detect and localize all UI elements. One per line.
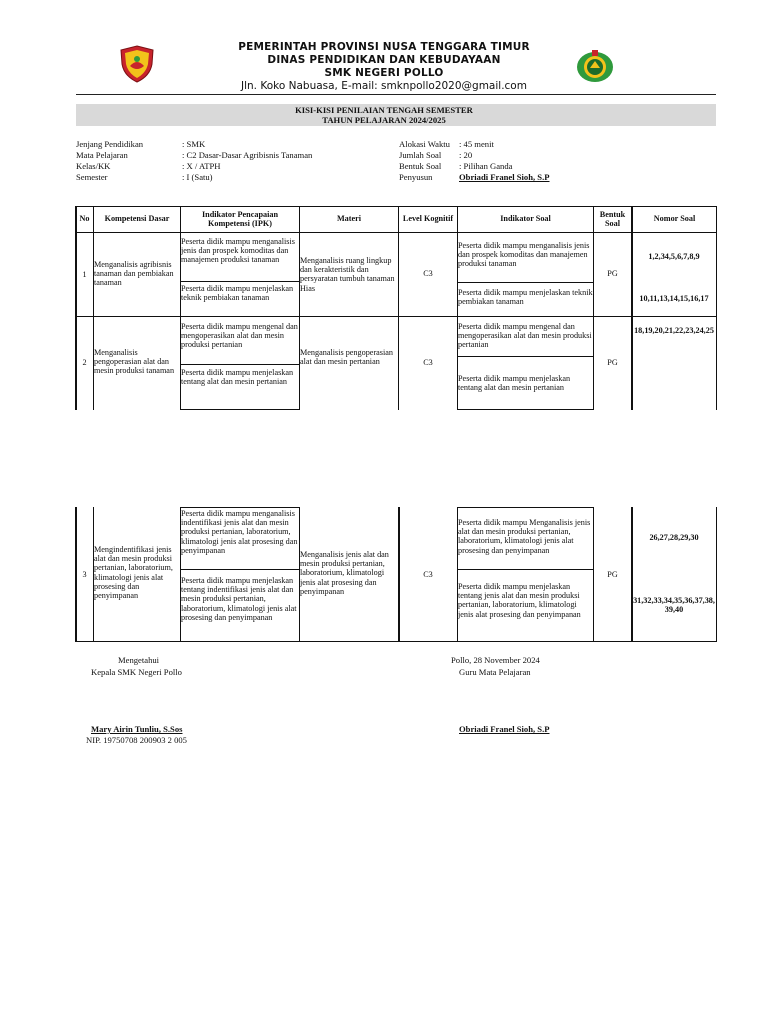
- row-no: 1: [82, 270, 87, 279]
- signature-left-title: Kepala SMK Negeri Pollo: [91, 667, 182, 677]
- info-value: : 45 menit: [459, 139, 494, 149]
- info-label: Alokasi Waktu: [399, 139, 450, 149]
- teacher-name: Obriadi Franel Sioh, S.P: [459, 724, 550, 734]
- letterhead-divider: [76, 94, 716, 95]
- header-cell: Bentuk Soal: [599, 210, 626, 229]
- header-cell: Indikator Soal: [500, 214, 551, 223]
- nomor-soal: 26,27,28,29,30: [649, 533, 699, 542]
- info-label: Jumlah Soal: [399, 150, 442, 160]
- ipk-text: Peserta didik mampu mengenal dan mengoperasikan alat dan mesin produksi pertanian: [181, 322, 298, 350]
- bentuk-soal: PG: [607, 358, 618, 367]
- materi-text: Menganalisis jenis alat dan mesin produksi pertanian, laboratorium, klimatologi jenis alat prosesing dan penyimpanan: [300, 550, 389, 596]
- row-no: 2: [82, 358, 87, 367]
- header-cell: No: [79, 214, 90, 223]
- doc-title-line-1: KISI-KISI PENILAIAN TENGAH SEMESTER: [295, 105, 473, 115]
- indikator-soal-text: Peserta didik mampu Menganalisis jenis alat dan mesin produksi pertanian, laboratorium, klimatologi jenis alat prosesing dan penyimpanan: [458, 518, 591, 555]
- level-kognitif: C3: [423, 358, 433, 367]
- kompetensi-dasar: Mengindentifikasi jenis alat dan mesin produksi pertanian, laboratorium, klimatologi jenis alat prosesing dan penyimpanan: [94, 545, 173, 601]
- info-label: Bentuk Soal: [399, 161, 442, 171]
- nomor-soal: 31,32,33,34,35,36,37,38,39,40: [633, 596, 715, 615]
- letterhead-line-1: PEMERINTAH PROVINSI NUSA TENGGARA TIMUR: [238, 41, 530, 53]
- materi-text: Menganalisis pengoperasian alat dan mesin pertanian: [300, 348, 393, 367]
- signature-right-title: Guru Mata Pelajaran: [459, 667, 531, 677]
- row-no: 3: [82, 570, 87, 579]
- kompetensi-dasar: Menganalisis agribisnis tanaman dan pembiakan tanaman: [94, 260, 174, 288]
- info-value: : I (Satu): [182, 172, 213, 182]
- info-value: : C2 Dasar-Dasar Agribisnis Tanaman: [182, 150, 313, 160]
- indikator-soal-text: Peserta didik mampu menjelaskan teknik pembiakan tanaman: [458, 288, 593, 307]
- level-kognitif: C3: [423, 269, 433, 278]
- header-cell: Nomor Soal: [653, 214, 696, 223]
- info-label: Jenjang Pendidikan: [76, 139, 144, 149]
- principal-nip: NIP. 19750708 200903 2 005: [86, 735, 187, 745]
- indikator-soal-text: Peserta didik mampu menganalisis jenis dan prospek komoditas dan manajemen produksi tanaman: [458, 241, 590, 269]
- principal-name: Mary Airin Tunliu, S.Sos: [91, 724, 183, 734]
- nomor-soal: 10,11,13,14,15,16,17: [639, 294, 709, 303]
- header-cell: Level Kognitif: [402, 214, 454, 223]
- kompetensi-dasar: Menganalisis pengoperasian alat dan mesin produksi tanaman: [94, 348, 175, 376]
- signature-date: Pollo, 28 November 2024: [451, 655, 540, 665]
- info-value: : 20: [459, 150, 473, 160]
- info-value: : SMK: [182, 139, 206, 149]
- letterhead-line-3: SMK NEGERI POLLO: [324, 67, 444, 79]
- letterhead-line-2: DINAS PENDIDIKAN DAN KEBUDAYAAN: [267, 54, 501, 66]
- author-name: Obriadi Franel Sioh, S.P: [459, 172, 550, 182]
- indikator-soal-text: Peserta didik mampu mengenal dan mengoperasikan alat dan mesin produksi pertanian: [458, 322, 592, 350]
- ipk-text: Peserta didik mampu menganalisis indentifikasi jenis alat dan mesin produksi pertanian, laboratorium, klimatologi jenis alat prosesing dan penyimpanan: [181, 509, 298, 555]
- nomor-soal: 18,19,20,21,22,23,24,25: [634, 326, 714, 335]
- info-label: Kelas/KK: [76, 161, 111, 171]
- ipk-text: Peserta didik mampu menjelaskan teknik pembiakan tanaman: [181, 284, 294, 303]
- signature-left-caption: Mengetahui: [118, 655, 160, 665]
- letterhead-address: Jln. Koko Nabuasa, E-mail: smknpollo2020@gmail.com: [241, 80, 527, 92]
- ipk-text: Peserta didik mampu menganalisis jenis dan prospek komoditas dan manajemen produksi tanaman: [181, 237, 295, 265]
- ipk-text: Peserta didik mampu menjelaskan tentang indentifikasi jenis alat dan mesin produksi pertanian, laboratorium, klimatologi jenis alat prosesing dan penyimpanan: [181, 576, 297, 622]
- info-value: : Pilihan Ganda: [459, 161, 513, 171]
- materi-text: Menganalisis ruang lingkup dan kerakteristik dan persyaratan tumbuh tanaman Hias: [300, 256, 395, 293]
- indikator-soal-text: Peserta didik mampu menjelaskan tentang alat dan mesin pertanian: [458, 374, 571, 393]
- info-label: Mata Pelajaran: [76, 150, 128, 160]
- indikator-soal-text: Peserta didik mampu menjelaskan tentang jenis alat dan mesin produksi pertanian, laboratorium, klimatologi jenis alat prosesing dan penyimpanan: [458, 582, 581, 619]
- info-label: Penyusun: [399, 172, 433, 182]
- nomor-soal: 1,2,34,5,6,7,8,9: [648, 252, 700, 261]
- ipk-text: Peserta didik mampu menjelaskan tentang alat dan mesin pertanian: [181, 368, 294, 387]
- doc-title-line-2: TAHUN PELAJARAN 2024/2025: [322, 115, 446, 125]
- bentuk-soal: PG: [607, 570, 618, 579]
- level-kognitif: C3: [423, 570, 433, 579]
- header-cell: Kompetensi Dasar: [104, 214, 170, 223]
- header-cell: Indikator Pencapaian Kompetensi (IPK): [201, 210, 279, 229]
- header-cell: Materi: [336, 214, 362, 223]
- bentuk-soal: PG: [607, 269, 618, 278]
- info-value: : X / ATPH: [182, 161, 221, 171]
- info-label: Semester: [76, 172, 108, 182]
